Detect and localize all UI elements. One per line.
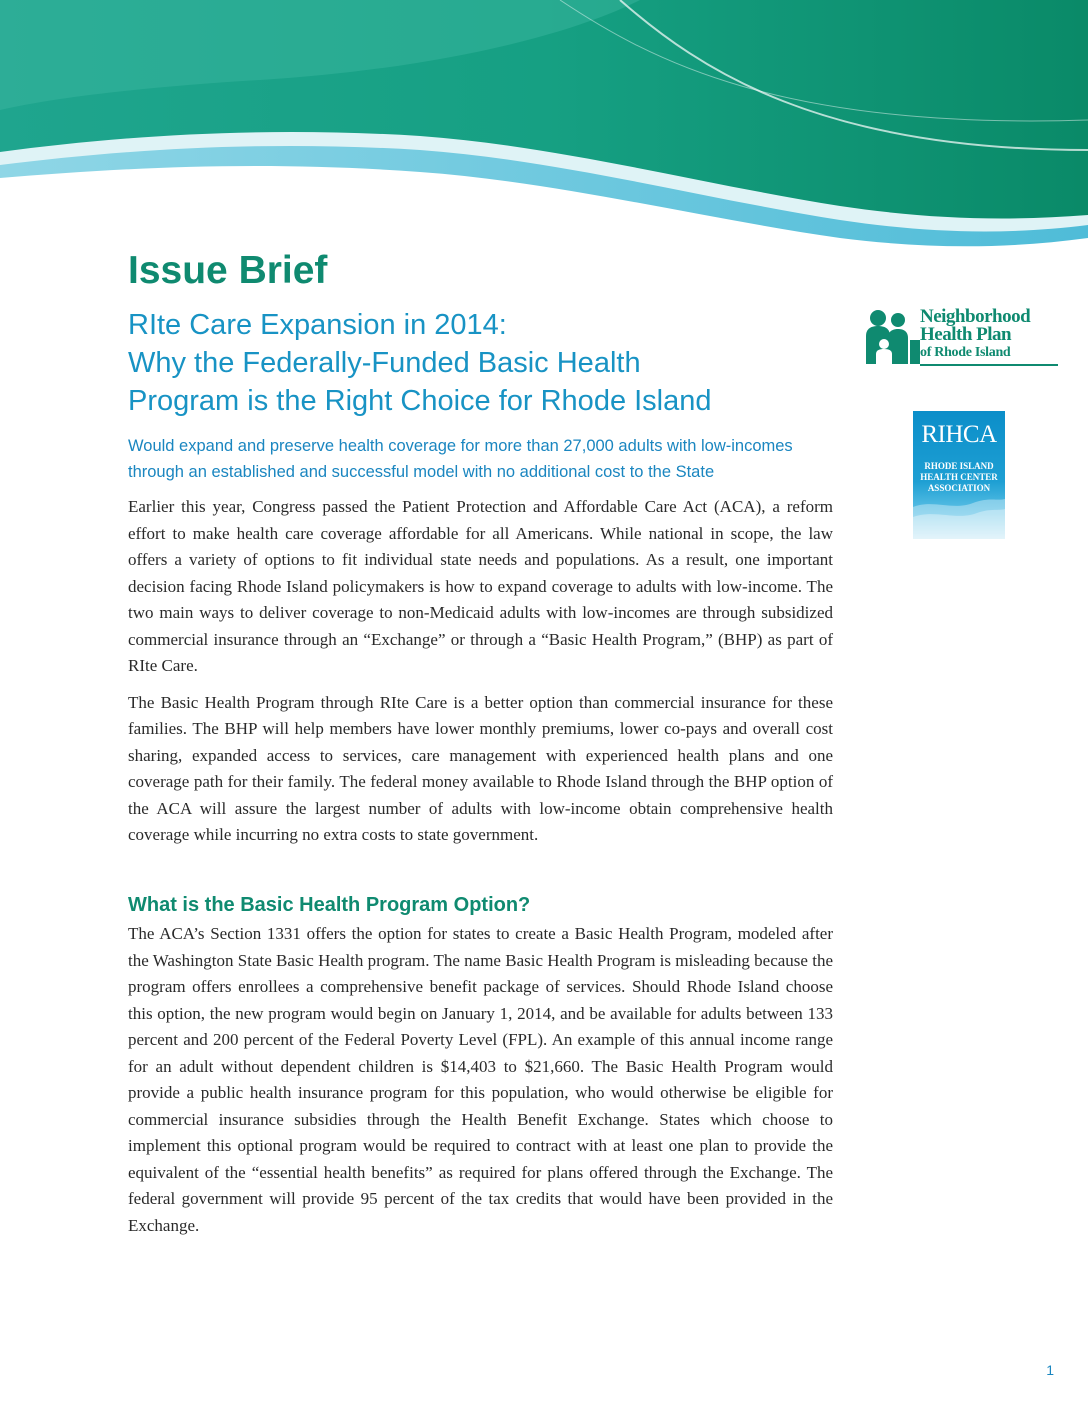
- rihca-sub-line: ASSOCIATION: [927, 483, 991, 493]
- document-title: Issue Brief: [128, 249, 328, 292]
- family-icon: [862, 306, 920, 364]
- neighborhood-health-plan-logo: [862, 306, 1058, 368]
- nhp-line: Neighborhood: [920, 306, 1031, 327]
- subtitle-line: Why the Federally-Funded Basic Health: [128, 347, 641, 379]
- rihca-logo: [913, 411, 1005, 539]
- nhp-wordmark: [920, 308, 1030, 362]
- nhp-underline: [920, 364, 1058, 366]
- rihca-subtitle: [913, 461, 1005, 494]
- rihca-name: RIHCA: [921, 421, 997, 448]
- intro-paragraph: Earlier this year, Congress passed the Patient Protection and Affordable Care Act (ACA), a reform effort to make health care coverage affordable for all Americans. While national in scope, the law offers a variety of options to fit individual state needs and populations. As a result, one important decision facing Rhode Island policymakers is how to expand coverage to adults with low-income. The two main ways to deliver coverage to non-Medicaid adults with low-incomes are through subsidized commercial insurance through an “Exchange” or through a “Basic Health Program,” (BHP) as part of RIte Care.: [128, 497, 833, 675]
- section-text: [128, 921, 833, 1249]
- nhp-line: of Rhode Island: [920, 345, 1011, 360]
- tagline-line: Would expand and preserve health coverage for more than 27,000 adults with low-incomes: [128, 437, 793, 455]
- rihca-sub-line: RHODE ISLAND: [924, 461, 994, 471]
- tagline-line: through an established and successful model with no additional cost to the State: [128, 463, 715, 481]
- section-paragraph: The ACA’s Section 1331 offers the option for states to create a Basic Health Program, modeled after the Washington State Basic Health program. The name Basic Health Program is misleading because the program offers enrollees a comprehensive benefit package of services. Should Rhode Island choose this option, the new program would begin on January 1, 2014, and be available for adults between 133 percent and 200 percent of the Federal Poverty Level (FPL). An example of this annual income range for an adult without dependent children is $14,403 to $21,660. The Basic Health Program would provide a public health insurance program for this population, who would otherwise be eligible for commercial insurance subsidies through the Health Benefit Exchange. States which choose to implement this optional program would be required to contract with at least one plan to provide the equivalent of the “essential health benefits” as required for plans offered through the Exchange. The federal government will provide 95 percent of the tax credits that would have been provided in the Exchange.: [128, 924, 833, 1235]
- document-subtitle: [128, 306, 828, 420]
- subtitle-line: RIte Care Expansion in 2014:: [128, 309, 507, 341]
- section-heading: What is the Basic Health Program Option?: [128, 894, 531, 916]
- subtitle-line: Program is the Right Choice for Rhode Island: [128, 385, 712, 417]
- rihca-sub-line: HEALTH CENTER: [920, 472, 998, 482]
- nhp-line: Health Plan: [920, 324, 1012, 345]
- header-wave-banner: [0, 0, 1088, 290]
- tagline: [128, 433, 848, 485]
- intro-paragraph: The Basic Health Program through RIte Care is a better option than commercial insurance for these families. The BHP will help members have lower monthly premiums, lower co-pays and overall cost sharing, expanded access to services, care management with experienced health plans and one coverage path for their family. The federal money available to Rhode Island through the BHP option of the ACA will assure the largest number of adults with low-income obtain comprehensive health coverage while incurring no extra costs to state government.: [128, 692, 833, 844]
- intro-text: [128, 494, 833, 859]
- page-number: 1: [1046, 1362, 1054, 1378]
